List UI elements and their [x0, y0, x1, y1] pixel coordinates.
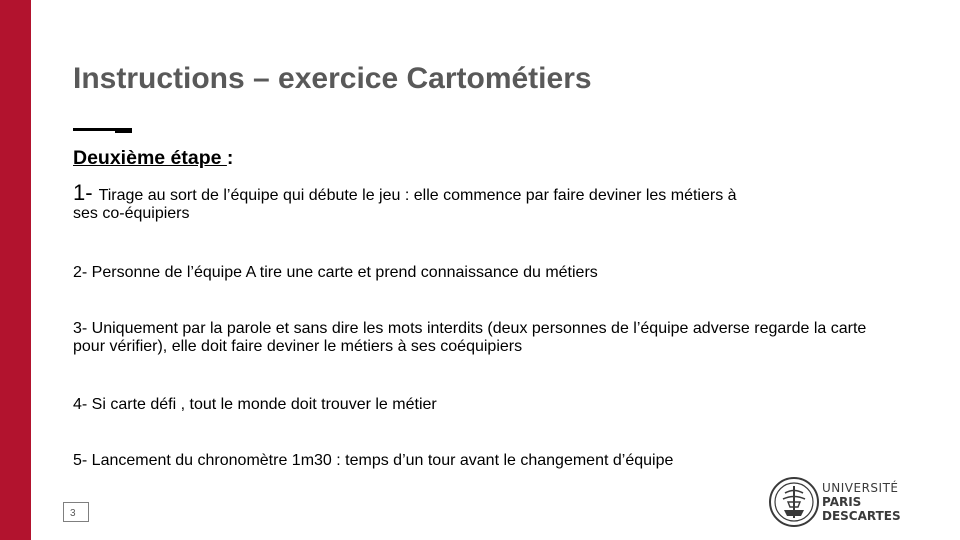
step-2: 2- Personne de l’équipe A tire une carte et prend connaissance du métiers	[73, 264, 598, 281]
subtitle-colon: :	[226, 147, 234, 169]
step-1-text: Tirage au sort de l’équipe qui débute le jeu : elle commence par faire deviner les métiers à	[98, 187, 737, 204]
step-4: 4- Si carte défi , tout le monde doit trouver le métier	[73, 396, 437, 413]
page-number: 3	[63, 502, 89, 522]
step-1-number: 1-	[73, 180, 93, 205]
slide-title: Instructions – exercice Cartométiers	[73, 62, 592, 95]
title-underline-accent	[73, 128, 133, 134]
step-1-line-1	[73, 180, 893, 205]
subtitle-underlined-text: Deuxième étape	[73, 147, 227, 169]
logo-line-descartes: DESCARTES	[822, 509, 901, 523]
step-3: 3- Uniquement par la parole et sans dire les mots interdits (deux personnes de l’équipe adverse regarde la carte pour vérifier), elle doit faire deviner le métiers à ses coéquipiers	[73, 320, 867, 355]
step-1-line-2: ses co-équipiers	[73, 205, 190, 222]
step-1	[73, 180, 893, 223]
logo-line-universite: UNIVERSITÉ	[822, 481, 899, 495]
university-seal-icon	[768, 476, 820, 528]
university-logo	[768, 476, 918, 530]
title-accent-line-short	[115, 128, 132, 133]
slide-subtitle	[73, 147, 233, 170]
logo-line-paris: PARIS	[822, 495, 862, 509]
left-accent-bar	[0, 0, 31, 540]
logo-wordmark	[822, 481, 901, 523]
step-5: 5- Lancement du chronomètre 1m30 : temps d’un tour avant le changement d’équipe	[73, 452, 674, 469]
title-accent-line-long	[73, 128, 115, 131]
